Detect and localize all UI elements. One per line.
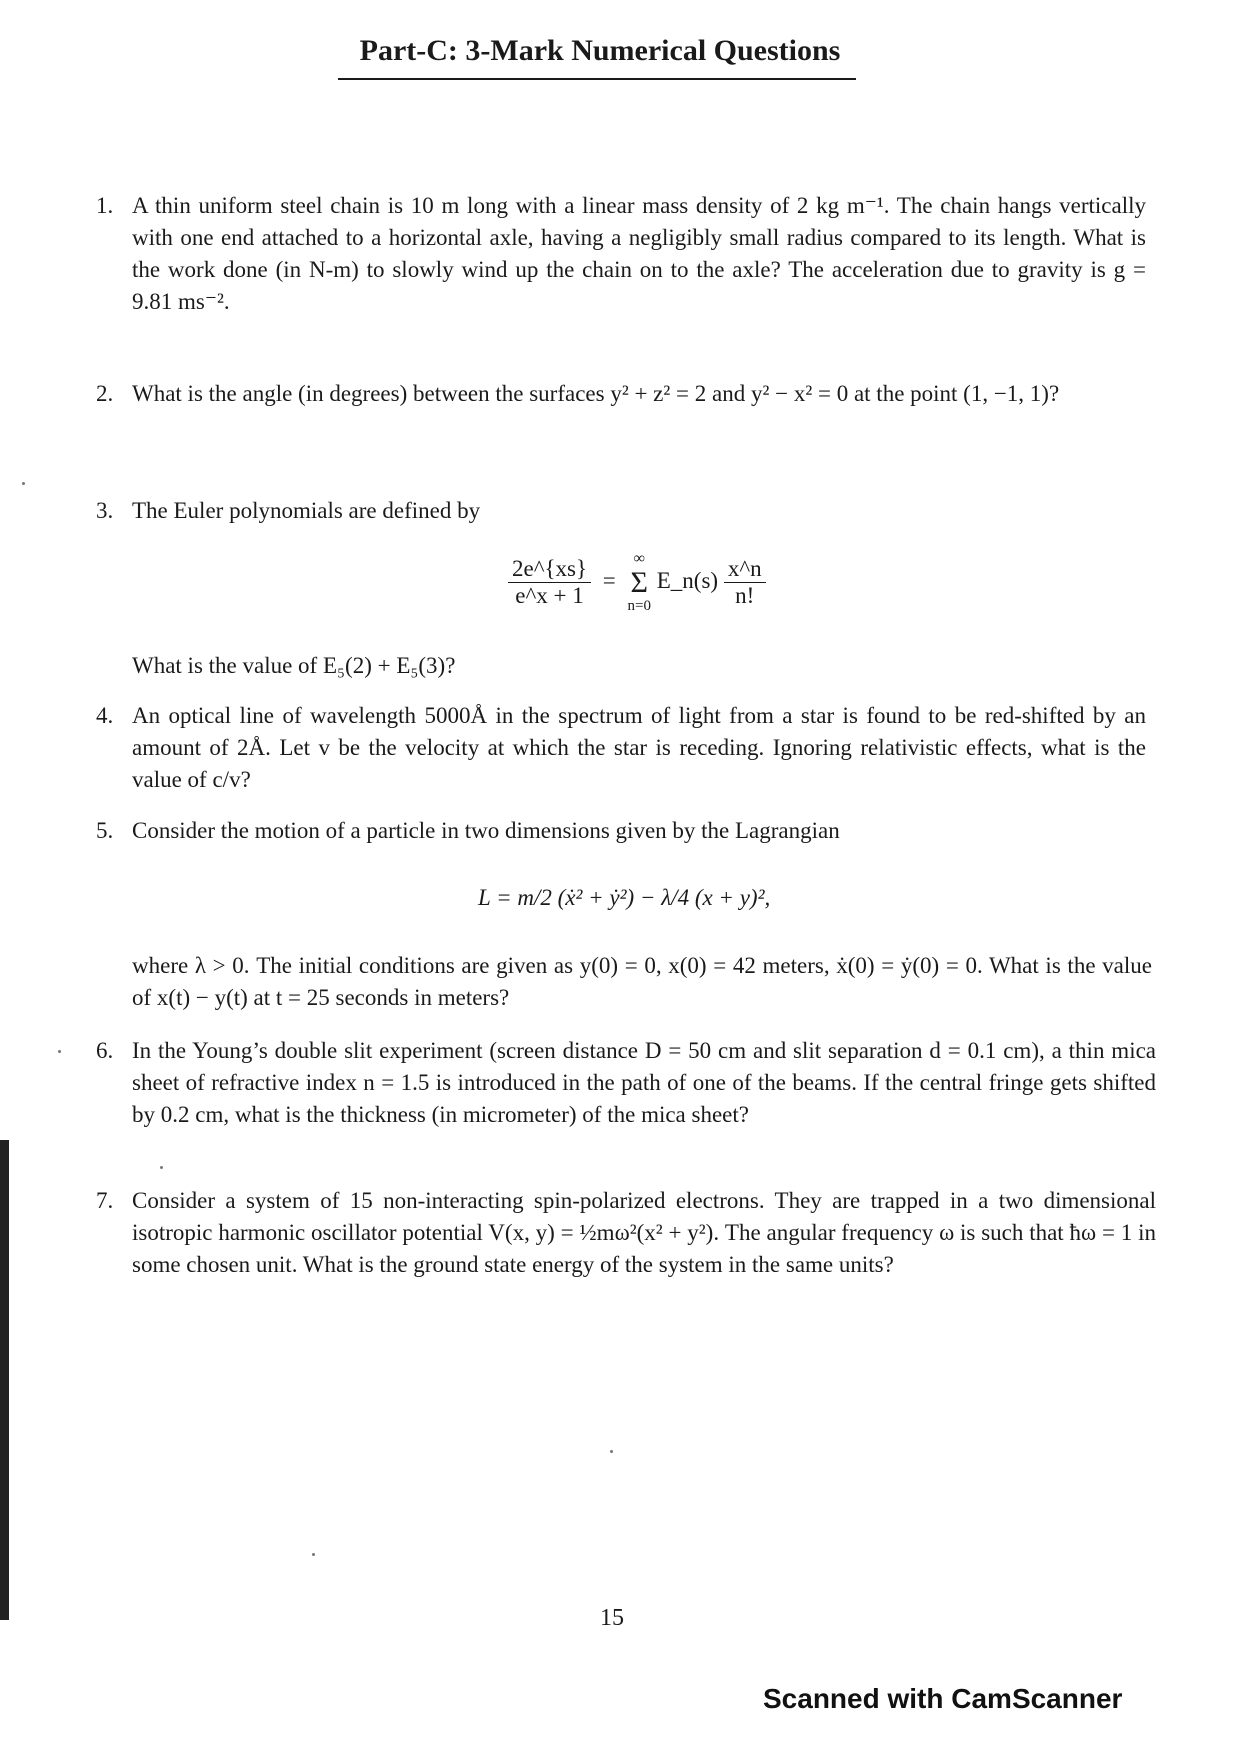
question-1 [96,190,1146,318]
question-text: A thin uniform steel chain is 10 m long with a linear mass density of 2 kg m⁻¹. The chain hangs vertically with one end attached to a horizontal axle, having a negligibly small radius compared to its length. What is the work done (in N-m) to slowly wind up the chain on to the axle? The acceleration due to gravity is g = 9.81 ms⁻². [132,193,1146,314]
scan-speck [610,1450,613,1453]
scan-speck [22,482,25,485]
rhs-fraction [724,556,766,609]
scan-speck [58,1050,61,1053]
question-3 [96,495,1146,527]
question-2 [96,378,1146,410]
rhs-denominator: n! [735,583,755,608]
question-5-followup [132,950,1152,1014]
question-number: 6. [96,1038,114,1063]
question-number: 5. [96,818,114,843]
question-text: An optical line of wavelength 5000Å in the spectrum of light from a star is found to be red-shifted by an amount of 2Å. Let v be the velocity at which the star is receding. Ignoring relativistic effects, what is the value of c/v? [132,703,1146,792]
sum-term: E_n(s) [656,567,719,593]
question-number: 7. [96,1188,114,1213]
sigma-symbol: Σ [630,566,648,599]
title-underline [338,78,856,80]
lhs-fraction [508,556,591,609]
page-title: Part-C: 3-Mark Numerical Questions [359,34,841,67]
question-text: What is the angle (in degrees) between the surfaces y² + z² = 2 and y² − x² = 0 at the point (1, −1, 1)? [132,381,1060,406]
euler-equation: $\frac{2e\^{}\{xs\}}{e\^{}x + 1}$ = ∞ Σ n=0 E_n(s) $\frac{x\^{}n}{n!}$ [508,550,766,615]
scanner-watermark: Scanned with CamScanner [763,1683,1123,1714]
question-followup: where λ > 0. The initial conditions are given as y(0) = 0, x(0) = 42 meters, ẋ(0) = ẏ(0) = 0. What is the value of x(t) − y(t) at t = 25 seconds in meters? [132,953,1152,1010]
question-5 [96,815,1146,847]
question-number: 4. [96,703,114,728]
rhs-numerator: x^n [724,556,766,583]
question-number: 2. [96,381,114,406]
lagrangian-equation: L = m/2 (ẋ² + ẏ²) − λ/4 (x + y)², [478,885,771,910]
question-number: 3. [96,498,114,523]
page-number: 15 [600,1605,624,1631]
scan-speck [160,1166,163,1169]
question-text: Consider a system of 15 non-interacting spin-polarized electrons. They are trapped in a two dimensional isotropic harmonic oscillator potential V(x, y) = ½mω²(x² + y²). The angular frequency ω is such that ħω = 1 in some chosen unit. What is the ground state energy of the system in the same units? [132,1188,1156,1277]
question-text: In the Young’s double slit experiment (screen distance D = 50 cm and slit separation d = 0.1 cm), a thin mica sheet of refractive index n = 1.5 is introduced in the path of one of the beams. If the central fringe gets shifted by 0.2 cm, what is the thickness (in micrometer) of the mica sheet? [132,1038,1156,1127]
lhs-numerator: 2e^{xs} [508,556,591,583]
question-7 [96,1185,1156,1281]
question-3-followup [132,650,1132,682]
question-6 [96,1035,1156,1131]
sum-upper: ∞ [633,550,645,567]
question-followup: What is the value of E₅(2) + E₅(3)? [132,653,456,678]
question-number: 1. [96,193,114,218]
question-text: The Euler polynomials are defined by [132,498,481,523]
scan-edge-shadow [0,1140,9,1620]
scan-speck [312,1553,315,1556]
question-text: Consider the motion of a particle in two dimensions given by the Lagrangian [132,818,840,843]
sum-lower: n=0 [627,598,651,614]
summation [628,550,651,615]
lhs-denominator: e^x + 1 [515,583,584,608]
question-4 [96,700,1146,796]
